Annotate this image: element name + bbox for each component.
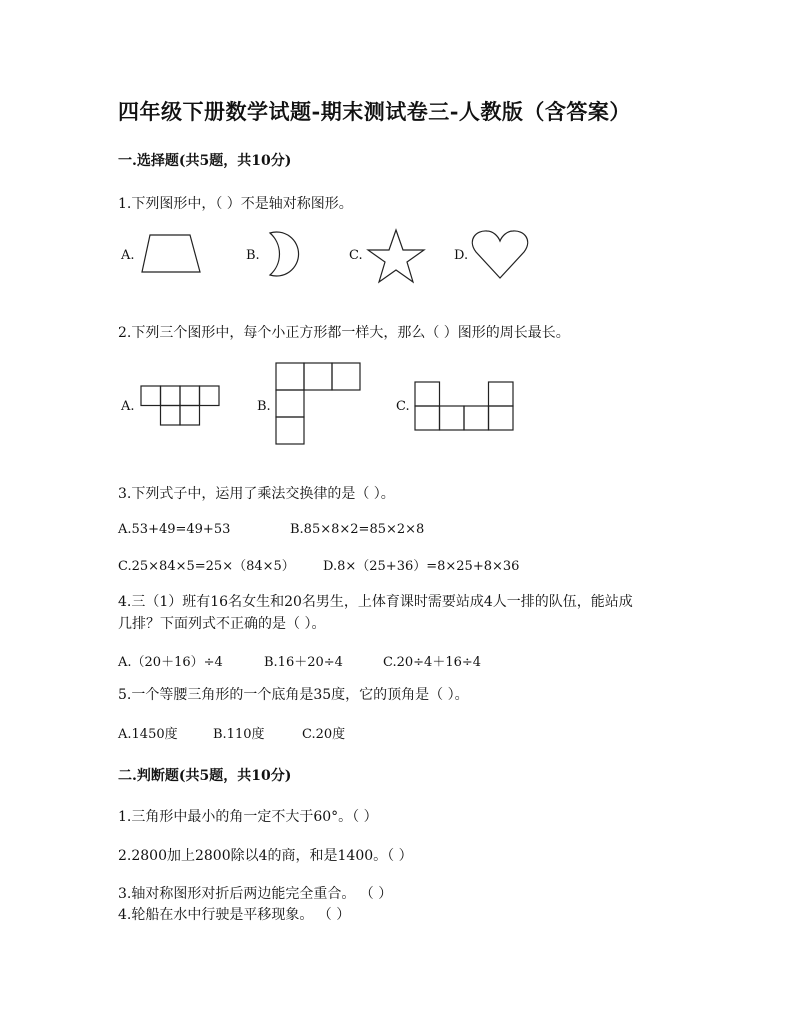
q2-option-c-label: C. xyxy=(396,399,410,414)
q3-option-c: C.25×84×5=25×（84×5） xyxy=(118,559,295,574)
parallelogram-icon xyxy=(140,232,202,276)
question-4-text-line2: 几排？下面列式不正确的是（ ）。 xyxy=(118,616,326,632)
q1-option-d-label: D. xyxy=(454,248,469,263)
q1-option-a-label: A. xyxy=(121,248,135,263)
question-4-text-line1: 4.三（1）班有16名女生和20名男生，上体育课时需要站成4人一排的队伍，能站成 xyxy=(118,594,633,610)
question-3-text: 3.下列式子中，运用了乘法交换律的是（ ）。 xyxy=(118,486,395,502)
q3-option-b: B.85×8×2=85×2×8 xyxy=(290,522,425,537)
heart-icon xyxy=(471,228,529,280)
section-heading-choice: 一.选择题(共5题，共10分) xyxy=(118,153,292,169)
square-grid-shape-a xyxy=(140,385,222,429)
page-title: 四年级下册数学试题-期末测试卷三-人教版（含答案） xyxy=(118,99,631,124)
star-icon xyxy=(366,228,426,284)
crescent-icon xyxy=(262,230,308,278)
judge-question-4: 4.轮船在水中行驶是平移现象。 （ ） xyxy=(118,907,351,923)
question-5-text: 5.一个等腰三角形的一个底角是35度，它的顶角是（ ）。 xyxy=(118,687,469,703)
q1-option-c-label: C. xyxy=(349,248,363,263)
square-grid-shape-b xyxy=(275,362,363,448)
question-2-text: 2.下列三个图形中，每个小正方形都一样大，那么（ ）图形的周长最长。 xyxy=(118,325,570,341)
q3-option-a: A.53+49=49+53 xyxy=(118,522,231,537)
judge-question-2: 2.2800加上2800除以4的商，和是1400。（ ） xyxy=(118,848,413,864)
judge-question-1: 1.三角形中最小的角一定不大于60°。（ ） xyxy=(118,809,378,825)
q4-option-b: B.16＋20÷4 xyxy=(264,655,343,670)
q2-option-b-label: B. xyxy=(257,399,271,414)
judge-question-3: 3.轴对称图形对折后两边能完全重合。 （ ） xyxy=(118,886,393,902)
question-1-text: 1.下列图形中，（ ）不是轴对称图形。 xyxy=(118,196,353,212)
section-heading-judge: 二.判断题(共5题，共10分) xyxy=(118,768,292,784)
q4-option-c: C.20÷4＋16÷4 xyxy=(383,655,482,670)
q5-option-a: A.1450度 xyxy=(118,727,178,742)
q2-option-a-label: A. xyxy=(121,399,135,414)
q5-option-c: C.20度 xyxy=(302,727,346,742)
q4-option-a: A.（20＋16）÷4 xyxy=(118,655,223,670)
q1-option-b-label: B. xyxy=(246,248,260,263)
square-grid-shape-c xyxy=(414,380,516,434)
q3-option-d: D.8×（25+36）=8×25+8×36 xyxy=(323,559,520,574)
q5-option-b: B.110度 xyxy=(213,727,265,742)
